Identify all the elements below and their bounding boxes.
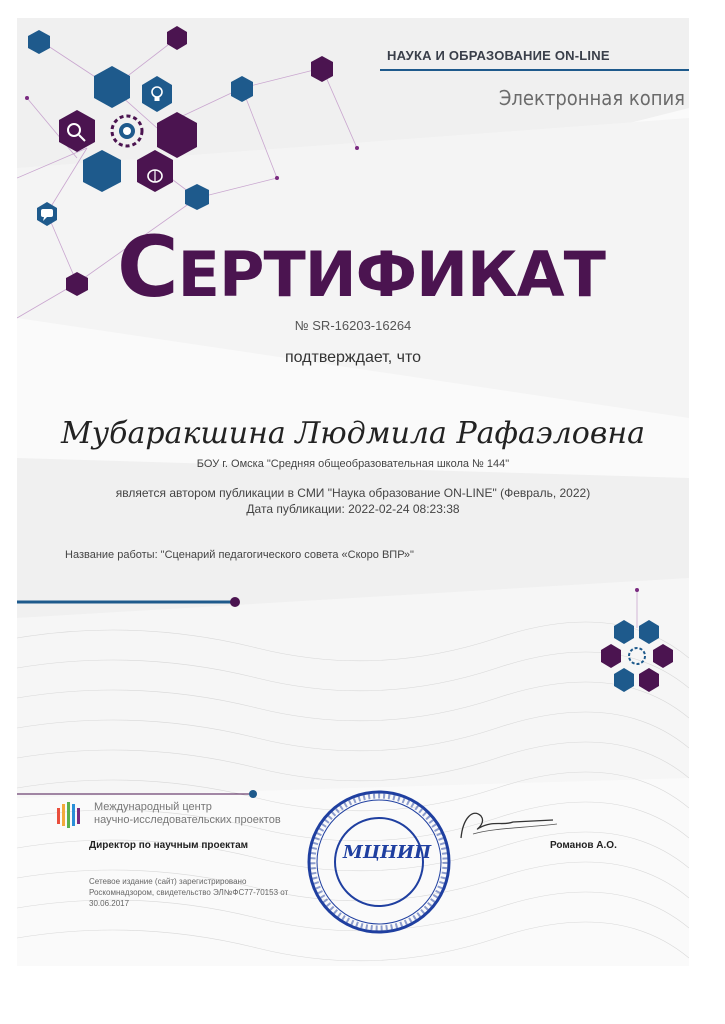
work-title: Название работы: "Сценарий педагогического совета «Скоро ВПР»" (65, 549, 414, 561)
electronic-copy-label: Электронная копия (498, 86, 685, 110)
chat-icon (37, 204, 57, 224)
certificate-title (117, 218, 605, 316)
director-title: Директор по научным проектам (89, 840, 249, 851)
lightbulb-icon (143, 80, 171, 108)
confirms-text: подтверждает, что (284, 349, 422, 366)
authorship-statement: является автором публикации в СМИ "Наука образование ON-LINE" (Февраль, 2022) (115, 486, 591, 500)
gear-icon (116, 120, 138, 142)
signer-name: Романов А.О. (550, 840, 617, 851)
center-name (94, 801, 294, 827)
certificate-number: № SR-16203-16264 (294, 318, 412, 333)
title-initial: С (117, 218, 178, 316)
search-icon (60, 118, 94, 148)
organization: БОУ г. Омска "Средняя общеобразовательная школа № 144" (196, 458, 510, 470)
center-name-line2: научно-исследовательских проектов (94, 814, 281, 826)
center-name-line1: Международный центр (94, 801, 212, 813)
logo-icon (55, 800, 91, 830)
brain-icon (140, 162, 170, 190)
registration-note: Сетевое издание (сайт) зарегистрировано Роскомнадзором, свидетельство ЭЛ№ФС77-70153 от 30.06.2017 (89, 877, 289, 908)
title-rest: ЕРТИФИКАТ (177, 238, 605, 311)
signature-icon (453, 798, 563, 848)
publication-date: Дата публикации: 2022-02-24 08:23:38 (246, 502, 460, 516)
publisher-name: НАУКА И ОБРАЗОВАНИЕ ON-LINE (387, 48, 610, 63)
divider (380, 69, 689, 71)
certificate-page (17, 18, 689, 966)
stamp-text: МЦНИП (342, 842, 432, 863)
recipient-name: Мубаракшина Людмила Рафаэловна (61, 416, 645, 451)
